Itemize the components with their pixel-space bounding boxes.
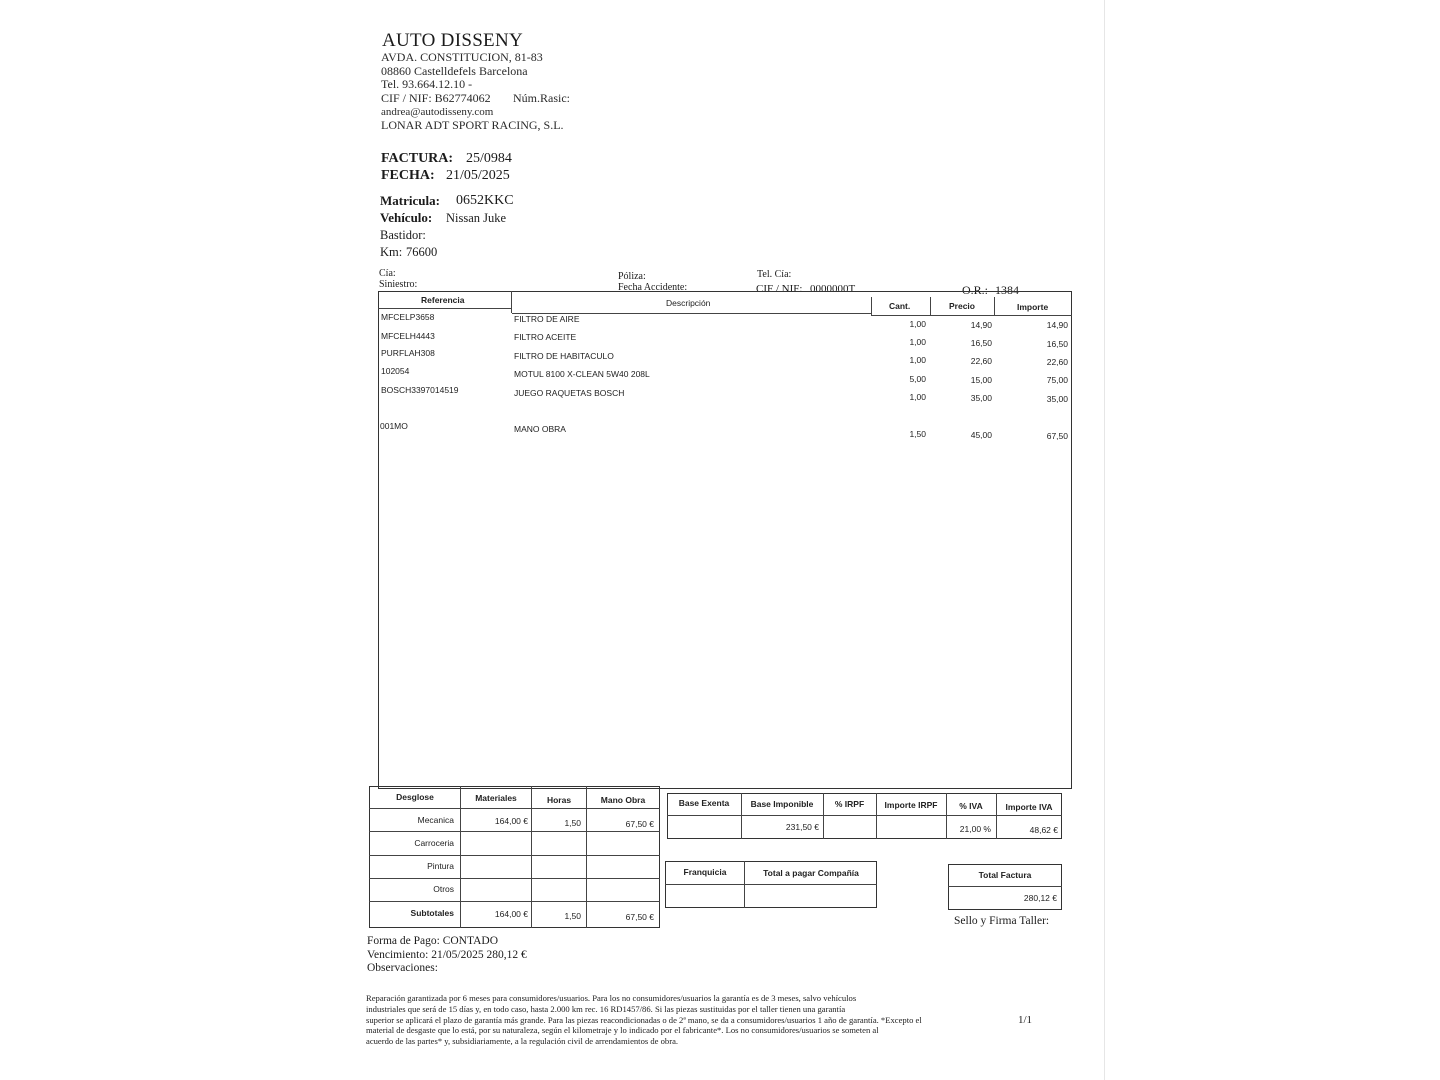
item-ref: MFCELP3658: [381, 312, 435, 322]
item-precio: 22,60: [970, 356, 992, 366]
th-importe: Importe: [1017, 302, 1049, 312]
th-horas: Horas: [546, 795, 572, 805]
th-franquicia: Franquicia: [683, 867, 727, 877]
breakdown-manoobra-subtotal: 67,50 €: [625, 912, 654, 922]
item-importe: 16,50: [1046, 339, 1068, 349]
breakdown-horas-subtotal: 1,50: [564, 911, 581, 921]
item-precio: 45,00: [970, 430, 992, 440]
matricula-value: 0652KKC: [456, 193, 514, 208]
legal-line: superior se aplicará el plazo de garantía más grande. Para las piezas reacondicionadas o de 2ª mano, se da a consumidores/usuarios 1 año de garantía. *Excepto el: [366, 1014, 922, 1025]
items-col-divider: [871, 297, 872, 315]
company-cif: CIF / NIF: B62774062: [381, 91, 491, 105]
th-desglose: Desglose: [396, 792, 434, 802]
breakdown-label-pintura: Pintura: [427, 861, 454, 871]
item-importe: 75,00: [1046, 375, 1068, 385]
item-importe: 14,90: [1046, 320, 1068, 330]
factura-value: 25/0984: [466, 151, 512, 166]
tel-cia-label: Tel. Cía:: [757, 269, 792, 280]
item-desc: MOTUL 8100 X-CLEAN 5W40 208L: [514, 369, 650, 379]
item-ref: 001MO: [380, 421, 408, 431]
item-cant: 1,00: [909, 319, 926, 329]
legal-line: acuerdo de las partes* y, subsidiariamente, a la regulación civil de arrendamientos de obra.: [366, 1036, 679, 1047]
breakdown-label-mecanica: Mecanica: [417, 815, 454, 825]
breakdown-row-divider: [369, 901, 660, 902]
payment-notes: Observaciones:: [367, 962, 438, 974]
breakdown-materiales-mecanica: 164,00 €: [494, 816, 528, 826]
th-base-imponible: Base Imponible: [750, 799, 814, 809]
total-row-divider: [948, 886, 1062, 887]
item-importe: 22,60: [1046, 357, 1068, 367]
breakdown-row-divider: [369, 855, 660, 856]
legal-line: industriales que será de 15 días y, en todo caso, hasta 2.000 km rec. 16 RD1457/86. Si las piezas sustituidas por el taller tienen una garantía: [366, 1003, 846, 1014]
breakdown-manoobra-mecanica: 67,50 €: [625, 819, 654, 829]
breakdown-horas-mecanica: 1,50: [564, 818, 581, 828]
breakdown-materiales-subtotal: 164,00 €: [494, 909, 528, 919]
poliza-label: Póliza:: [618, 271, 646, 282]
company-address: AVDA. CONSTITUCION, 81-83: [381, 50, 543, 64]
item-precio: 16,50: [970, 338, 992, 348]
items-col-divider: [930, 297, 931, 315]
cia-label: Cía:: [379, 268, 396, 279]
items-header-divider-right: [871, 315, 1072, 316]
bastidor-label: Bastidor:: [380, 228, 426, 242]
item-precio: 15,00: [970, 375, 992, 385]
breakdown-row-divider: [369, 808, 660, 809]
th-pct-iva: % IVA: [959, 801, 983, 811]
th-total-compania: Total a pagar Compañía: [763, 868, 859, 878]
item-desc: FILTRO DE HABITACULO: [514, 351, 614, 361]
or-value: 1384: [995, 283, 1019, 297]
item-importe: 35,00: [1046, 394, 1068, 404]
company-city: 08860 Castelldefels Barcelona: [381, 64, 528, 78]
th-importe-irpf: Importe IRPF: [884, 800, 938, 810]
company-rasic: Núm.Rasic:: [513, 91, 570, 105]
fecha-label: FECHA:: [381, 168, 435, 183]
item-cant: 1,50: [909, 429, 926, 439]
payment-due: Vencimiento: 21/05/2025 280,12 €: [367, 949, 527, 961]
th-base-exenta: Base Exenta: [678, 798, 730, 808]
th-cant: Cant.: [889, 301, 911, 311]
scan-edge: [1104, 0, 1105, 1080]
th-importe-iva: Importe IVA: [1005, 802, 1053, 812]
th-referencia: Referencia: [421, 295, 465, 305]
item-cant: 1,00: [909, 355, 926, 365]
matricula-label: Matricula:: [380, 193, 440, 208]
legal-line: Reparación garantizada por 6 meses para consumidores/usuarios. Para los no consumidores/usuarios la garantía es de 3 meses, salvo vehículos: [366, 993, 857, 1003]
km-value: 76600: [406, 245, 438, 259]
breakdown-row-divider: [369, 831, 660, 832]
legal-line: material de desgaste que lo está, por su naturaleza, según el kilometraje y lo indicado por el fabricante*. Los no consumidores/usuarios se someten al: [366, 1025, 879, 1036]
fecha-accidente-label: Fecha Accidente:: [618, 282, 688, 293]
factura-label: FACTURA:: [381, 151, 454, 166]
vehiculo-value: Nissan Juke: [446, 211, 507, 225]
item-ref: MFCELH4443: [381, 331, 435, 341]
breakdown-row-divider: [369, 878, 660, 879]
or-label: O.R.:: [962, 283, 989, 297]
item-desc: MANO OBRA: [514, 424, 566, 434]
tax-importe-iva: 48,62 €: [1029, 825, 1058, 835]
tax-base-imponible: 231,50 €: [785, 822, 819, 832]
fecha-value: 21/05/2025: [446, 168, 510, 183]
breakdown-label-subtotales: Subtotales: [410, 908, 454, 918]
item-desc: FILTRO DE AIRE: [514, 314, 580, 324]
breakdown-label-otros: Otros: [433, 884, 454, 894]
client-name: LONAR ADT SPORT RACING, S.L.: [381, 118, 564, 132]
franchise-col-divider: [744, 861, 745, 908]
page-number: 1/1: [1018, 1014, 1033, 1026]
item-ref: PURFLAH308: [381, 348, 435, 358]
franchise-row-divider: [665, 884, 877, 885]
item-ref: 102054: [381, 366, 410, 376]
item-desc: JUEGO RAQUETAS BOSCH: [514, 388, 625, 398]
item-cant: 5,00: [909, 374, 926, 384]
stamp-label: Sello y Firma Taller:: [954, 915, 1050, 927]
items-col-divider: [994, 297, 995, 315]
th-materiales: Materiales: [475, 793, 517, 803]
item-precio: 35,00: [970, 393, 992, 403]
total-value: 280,12 €: [1023, 893, 1057, 903]
cif-cia-value: 0000000T: [810, 283, 856, 295]
th-descripcion: Descripción: [666, 298, 711, 308]
items-col-divider: [511, 291, 512, 313]
item-cant: 1,00: [909, 392, 926, 402]
cif-cia-label: CIF / NIF:: [756, 283, 803, 295]
tax-row-divider: [667, 815, 1062, 816]
company-phone: Tel. 93.664.12.10 -: [381, 77, 473, 91]
item-precio: 14,90: [970, 320, 992, 330]
total-label: Total Factura: [978, 870, 1032, 880]
items-header-divider: [378, 308, 512, 309]
company-name: AUTO DISSENY: [382, 30, 524, 51]
km-label: Km:: [380, 245, 403, 259]
legal-text: [366, 993, 1038, 1047]
company-email: andrea@autodisseny.com: [381, 106, 494, 118]
th-precio: Precio: [949, 301, 975, 311]
tax-pct-iva: 21,00 %: [959, 824, 991, 834]
item-desc: FILTRO ACEITE: [514, 332, 577, 342]
th-pct-irpf: % IRPF: [834, 799, 865, 809]
vehiculo-label: Vehículo:: [380, 210, 433, 225]
item-ref: BOSCH3397014519: [381, 385, 459, 395]
th-mano-obra: Mano Obra: [600, 795, 646, 805]
item-importe: 67,50: [1046, 431, 1068, 441]
item-cant: 1,00: [909, 337, 926, 347]
siniestro-label: Siniestro:: [379, 279, 418, 290]
payment-method: Forma de Pago: CONTADO: [367, 935, 498, 947]
breakdown-label-carroceria: Carroceria: [414, 838, 454, 848]
